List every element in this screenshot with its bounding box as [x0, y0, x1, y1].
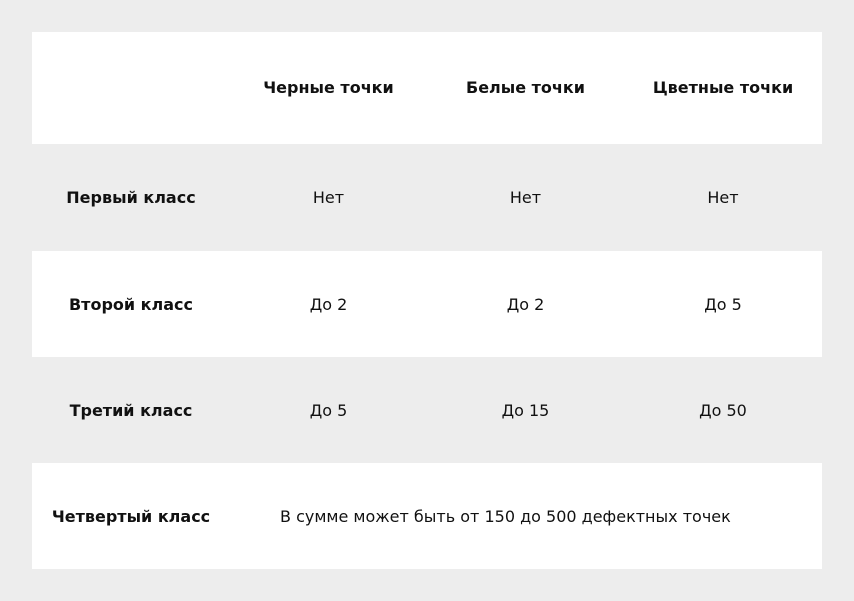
- table-row: [32, 357, 822, 463]
- table-row: [32, 251, 822, 357]
- table-row: [32, 463, 822, 569]
- header-white-dots: Белые точки: [466, 77, 585, 97]
- row-label: Четвертый класс: [51, 506, 211, 526]
- cell-black: До 2: [309, 294, 348, 314]
- row-label: Первый класс: [66, 188, 196, 207]
- header-empty-cell: [32, 32, 230, 144]
- cell-white: Нет: [509, 188, 542, 207]
- table-header-row: [32, 32, 822, 144]
- cell-color: До 5: [704, 294, 742, 314]
- defect-classes-table: [32, 32, 822, 569]
- row-label: Второй класс: [68, 294, 194, 314]
- cell-color: Нет: [707, 188, 739, 207]
- header-color-dots: Цветные точки: [652, 77, 794, 97]
- header-black-dots: Черные точки: [263, 77, 394, 97]
- cell-white: До 15: [501, 400, 550, 420]
- cell-combined-note: В сумме может быть от 150 до 500 дефектных точек: [280, 506, 731, 526]
- cell-white: До 2: [506, 294, 545, 314]
- table-row: [32, 144, 822, 251]
- cell-black: До 5: [309, 400, 348, 420]
- cell-color: До 50: [699, 400, 747, 420]
- row-label: Третий класс: [69, 400, 193, 420]
- cell-black: Нет: [312, 188, 345, 207]
